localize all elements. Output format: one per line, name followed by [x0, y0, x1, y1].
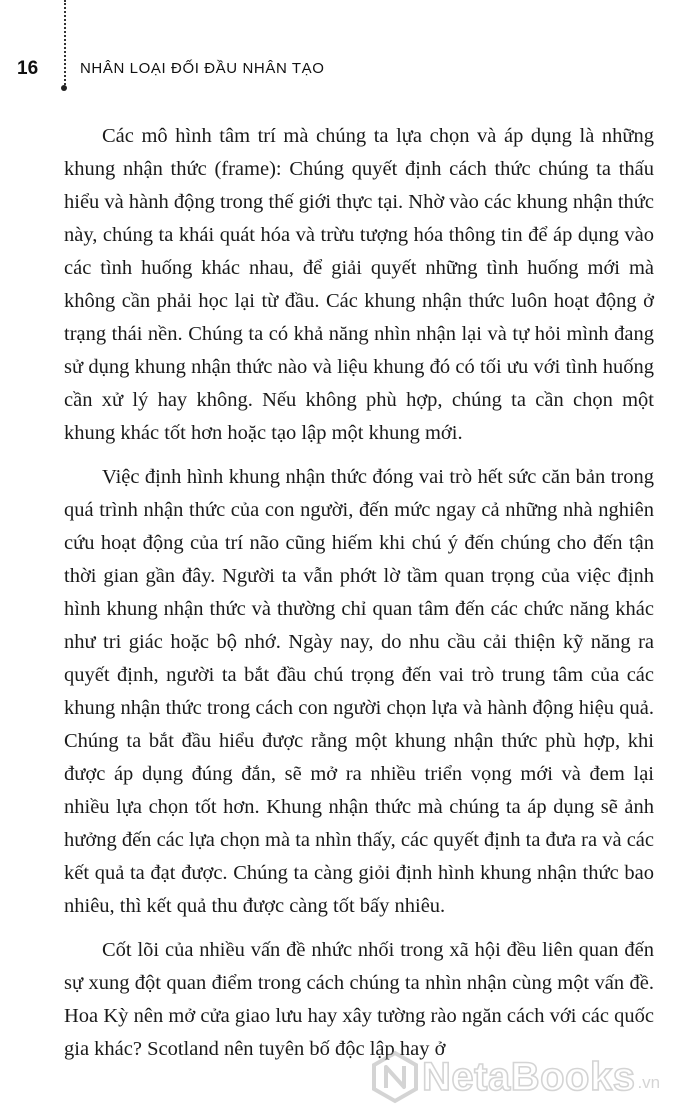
netabooks-logo-icon	[368, 1050, 422, 1104]
watermark-tld: .vn	[637, 1073, 661, 1092]
watermark	[368, 1050, 660, 1104]
running-header-title: NHÂN LOẠI ĐỐI ĐẦU NHÂN TẠO	[80, 60, 325, 77]
paragraph-1: Các mô hình tâm trí mà chúng ta lựa chọn và áp dụng là những khung nhận thức (frame): Chúng quyết định cách thức chúng ta thấu hiểu và hành động trong thế giới thực tại. Nhờ vào các khung nhận thức này, chúng ta khái quát hóa và trừu tượng hóa thông tin để áp dụng vào các tình huống khác nhau, để giải quyết những tình huống mới mà không cần phải học lại từ đầu. Các khung nhận thức luôn hoạt động ở trạng thái nền. Chúng ta có khả năng nhìn nhận lại và tự hỏi mình đang sử dụng khung nhận thức nào và liệu khung đó có tối ưu với tình huống cần xử lý hay không. Nếu không phù hợp, chúng ta cần chọn một khung khác tốt hơn hoặc tạo lập một khung mới.	[64, 125, 654, 444]
header-divider-dot	[61, 85, 67, 91]
watermark-brand: NetaBooks	[422, 1054, 636, 1099]
paragraph-2: Việc định hình khung nhận thức đóng vai trò hết sức căn bản trong quá trình nhận thức của con người, đến mức ngay cả những nhà nghiên cứu hoạt động của trí não cũng hiếm khi chú ý đến chúng cho đến tận thời gian gần đây. Người ta vẫn phớt lờ tầm quan trọng của việc định hình khung nhận thức và thường chỉ quan tâm đến các chức năng khác như tri giác hoặc bộ nhớ. Ngày nay, do nhu cầu cải thiện kỹ năng ra quyết định, người ta bắt đầu chú trọng đến vai trò trung tâm của các khung nhận thức trong cách con người chọn lựa và hành động hiệu quả. Chúng ta bắt đầu hiểu được rằng một khung nhận thức phù hợp, khi được áp dụng đúng đắn, sẽ mở ra nhiều triển vọng mới và đem lại nhiều lựa chọn tốt hơn. Khung nhận thức mà chúng ta áp dụng sẽ ảnh hưởng đến các lựa chọn mà ta nhìn thấy, các quyết định ta đưa ra và các kết quả ta đạt được. Chúng ta càng giỏi định hình khung nhận thức bao nhiêu, thì kết quả thu được càng tốt bấy nhiêu.	[64, 466, 654, 917]
page-body	[64, 120, 654, 1077]
paragraph-3: Cốt lõi của nhiều vấn đề nhức nhối trong xã hội đều liên quan đến sự xung đột quan điểm trong cách chúng ta nhìn nhận cùng một vấn đề. Hoa Kỳ nên mở cửa giao lưu hay xây tường rào ngăn cách với các quốc gia khác? Scotland nên tuyên bố độc lập hay ở	[64, 939, 654, 1060]
page-number: 16	[17, 58, 39, 79]
header-divider-line	[64, 0, 66, 88]
